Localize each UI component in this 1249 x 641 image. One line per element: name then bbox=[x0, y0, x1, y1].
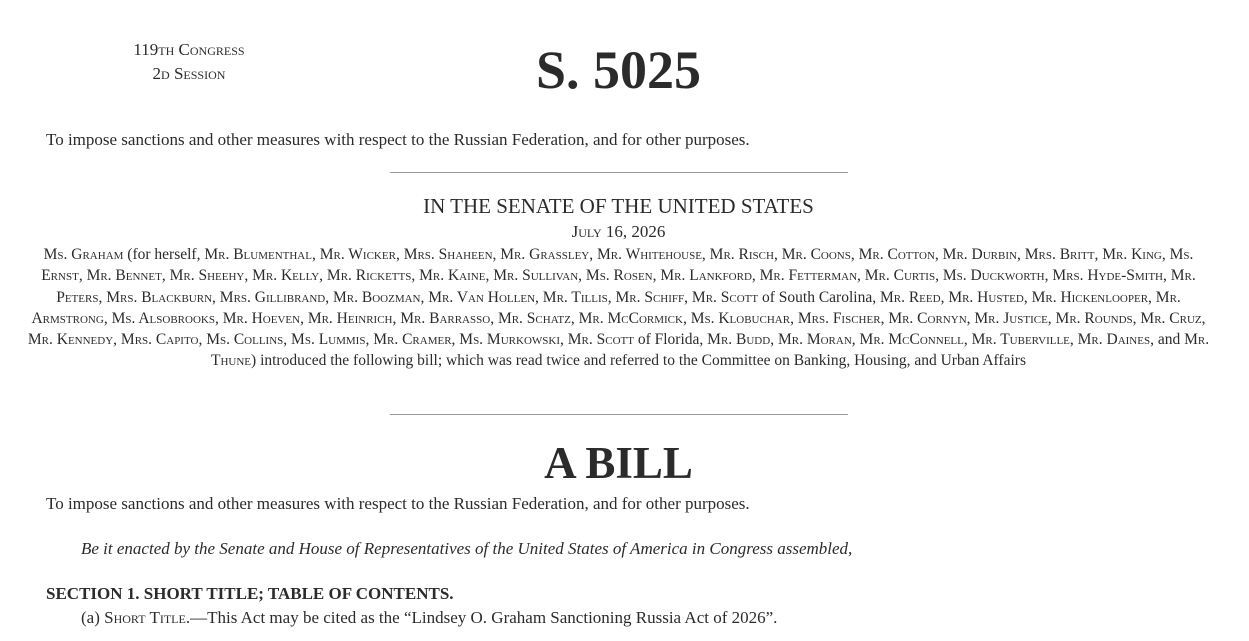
sponsor-name: Ms. Graham bbox=[43, 246, 124, 263]
sponsor-name: Mr. Armstrong bbox=[31, 288, 1181, 327]
section-heading: SECTION 1. SHORT TITLE; TABLE OF CONTENTS. bbox=[46, 584, 454, 603]
sponsor-name: Mr. Scott bbox=[691, 288, 759, 306]
sponsor-name: Mr. Cruz bbox=[1140, 309, 1202, 327]
sponsor-name: Mr. Hickenlooper bbox=[1031, 288, 1149, 306]
sponsor-separator: , bbox=[535, 288, 543, 306]
sponsor-name: Mrs. Fischer bbox=[797, 309, 881, 327]
sponsor-name: Mr. Kaine bbox=[419, 267, 486, 285]
sponsor-separator: , bbox=[411, 267, 420, 285]
sponsor-separator: , bbox=[851, 331, 860, 349]
sponsor-name: Mrs. Hyde-Smith bbox=[1052, 267, 1164, 285]
subsection-short-title bbox=[81, 607, 777, 629]
sponsor-name: Mr. Barrasso bbox=[400, 309, 491, 327]
sponsor-name: Mr. Moran bbox=[777, 331, 852, 349]
sponsor-name: Mr. Tillis bbox=[542, 288, 608, 306]
sponsor-name: Ms. Lummis bbox=[291, 331, 366, 349]
sponsor-separator: , bbox=[751, 267, 760, 285]
sponsor-separator: , bbox=[1044, 267, 1053, 285]
sponsor-name: Mr. Fetterman bbox=[759, 267, 858, 285]
sponsor-separator: , bbox=[1069, 331, 1078, 349]
sponsor-name: Ms. Klobuchar bbox=[690, 309, 791, 327]
sponsor-separator: , bbox=[560, 331, 568, 349]
sponsor-separator: , bbox=[1094, 246, 1103, 263]
sponsor-separator: , bbox=[880, 309, 889, 327]
sponsor-name: Ms. Duckworth bbox=[942, 267, 1045, 285]
bill-number: S. 5025 bbox=[535, 40, 702, 100]
sponsor-name: Mr. Blumenthal bbox=[204, 246, 312, 263]
sponsor-name: Mr. Reed bbox=[879, 288, 941, 306]
sponsor-name: Mr. Van Hollen bbox=[428, 288, 536, 306]
sponsor-name: Mrs. Capito bbox=[120, 331, 199, 349]
sponsor-separator: , bbox=[857, 267, 865, 285]
sponsor-separator: , bbox=[1163, 267, 1171, 285]
sponsor-name: Mr. Sullivan bbox=[493, 267, 579, 285]
sponsor-separator: , bbox=[652, 267, 661, 285]
subsection-label: (a) bbox=[81, 608, 105, 627]
sponsor-separator: , bbox=[365, 331, 374, 349]
sponsor-separator: , bbox=[492, 246, 501, 263]
sponsor-name: Mr. Peters bbox=[56, 267, 1196, 306]
sponsor-separator: , bbox=[570, 309, 579, 327]
sponsor-separator: , bbox=[850, 246, 859, 263]
sponsor-separator: , bbox=[98, 288, 107, 306]
sponsor-name: Mrs. Britt bbox=[1024, 246, 1095, 263]
sponsor-conjunction: , and bbox=[1150, 331, 1185, 349]
sponsor-name: Mr. King bbox=[1102, 246, 1162, 263]
sponsor-name: Mrs. Shaheen bbox=[403, 246, 493, 263]
sponsor-separator: , bbox=[198, 331, 207, 349]
sponsor-name: Mrs. Blackburn bbox=[106, 288, 213, 306]
sponsor-name: Mr. Durbin bbox=[942, 246, 1017, 263]
sponsor-state-note: of South Carolina, bbox=[758, 288, 880, 306]
sponsor-name: Ms. Rosen bbox=[585, 267, 653, 285]
sponsor-name: Mr. Budd bbox=[707, 331, 771, 349]
sponsor-name: Mr. Daines bbox=[1077, 331, 1151, 349]
introduction-date: July 16, 2026 bbox=[571, 222, 666, 241]
sponsor-separator: , bbox=[790, 309, 798, 327]
sponsor-name: Ms. Ernst bbox=[41, 246, 1194, 285]
purpose-statement-top: To impose sanctions and other measures with respect to the Russian Federation, and for other purposes. bbox=[46, 130, 750, 149]
sponsor-separator: , bbox=[607, 288, 616, 306]
divider-rule-bottom bbox=[390, 414, 848, 415]
congress-label: 119th Congress bbox=[133, 40, 245, 59]
enacting-clause: Be it enacted by the Senate and House of Representatives of the United States of America in Congress assembled, bbox=[81, 539, 853, 558]
sponsor-separator: , bbox=[244, 267, 253, 285]
sponsor-separator: , bbox=[490, 309, 498, 327]
sponsor-separator: , bbox=[319, 267, 327, 285]
sponsor-separator: , bbox=[325, 288, 333, 306]
sponsor-separator: , bbox=[395, 246, 404, 263]
sponsor-separator: , bbox=[770, 331, 778, 349]
senate-heading: IN THE SENATE OF THE UNITED STATES bbox=[423, 194, 814, 218]
subsection-caption: Short Title bbox=[104, 608, 186, 627]
sponsor-name: Mr. Grassley bbox=[500, 246, 590, 263]
sponsor-separator: , bbox=[682, 309, 691, 327]
sponsor-name: Mr. Sheehy bbox=[169, 267, 245, 285]
sponsor-separator: , bbox=[420, 288, 429, 306]
sponsor-name: Mr. Bennet bbox=[86, 267, 162, 285]
sponsor-separator: , bbox=[684, 288, 692, 306]
sponsor-separator: , bbox=[940, 288, 949, 306]
sponsor-separator: , bbox=[589, 246, 597, 263]
sponsor-name: Mr. Lankford bbox=[660, 267, 752, 285]
sponsor-name: Mrs. Gillibrand bbox=[219, 288, 326, 306]
sponsor-name: Mr. Tuberville bbox=[971, 331, 1070, 349]
sponsor-for-herself: (for herself, bbox=[123, 246, 205, 263]
sponsor-name: Mr. McCormick bbox=[578, 309, 683, 327]
sponsor-name: Mr. Kennedy bbox=[27, 331, 114, 349]
sponsor-separator: , bbox=[1132, 309, 1141, 327]
sponsor-name: Mr. Scott bbox=[567, 331, 634, 349]
sponsor-name: Mr. Justice bbox=[974, 309, 1048, 327]
sponsor-name: Mr. Coons bbox=[781, 246, 851, 263]
sponsor-separator: , bbox=[311, 246, 320, 263]
sponsor-separator: , bbox=[161, 267, 170, 285]
sponsor-name: Mr. Schiff bbox=[615, 288, 685, 306]
sponsor-separator: , bbox=[113, 331, 121, 349]
sponsor-separator: , bbox=[934, 246, 943, 263]
sponsor-name: Ms. Collins bbox=[206, 331, 284, 349]
sponsor-name: Mr. Rounds bbox=[1055, 309, 1133, 327]
sponsor-separator: , bbox=[214, 309, 223, 327]
sponsor-name: Ms. Alsobrooks bbox=[111, 309, 215, 327]
sponsor-name: Mr. Wicker bbox=[319, 246, 396, 263]
sponsor-name: Mr. Husted bbox=[948, 288, 1024, 306]
purpose-statement-bottom: To impose sanctions and other measures with respect to the Russian Federation, and for other purposes. bbox=[46, 494, 750, 513]
sponsor-separator: , bbox=[78, 267, 87, 285]
sponsor-name: Mr. Risch bbox=[709, 246, 774, 263]
sponsor-name: Mr. McConnell bbox=[859, 331, 964, 349]
sponsor-separator: , bbox=[1016, 246, 1025, 263]
sponsor-separator: , bbox=[300, 309, 308, 327]
sponsor-separator: , bbox=[212, 288, 220, 306]
sponsor-name: Mr. Ricketts bbox=[326, 267, 412, 285]
sponsor-name: Mr. Cramer bbox=[373, 331, 452, 349]
sponsors-paragraph bbox=[22, 244, 1215, 372]
sponsor-separator: , bbox=[451, 331, 460, 349]
session-label: 2d Session bbox=[152, 64, 226, 83]
sponsor-name: Mr. Hoeven bbox=[222, 309, 301, 327]
divider-rule-top bbox=[390, 172, 848, 173]
sponsor-separator: , bbox=[1201, 309, 1206, 327]
sponsor-separator: , bbox=[1047, 309, 1056, 327]
sponsor-separator: , bbox=[701, 246, 710, 263]
sponsor-separator: , bbox=[485, 267, 494, 285]
sponsor-name: Mr. Boozman bbox=[333, 288, 421, 306]
sponsor-name: Ms. Murkowski bbox=[459, 331, 560, 349]
bill-title: A BILL bbox=[544, 438, 693, 488]
sponsor-state-note: of Florida, bbox=[633, 331, 708, 349]
sponsor-separator: , bbox=[773, 246, 782, 263]
sponsor-separator: , bbox=[392, 309, 401, 327]
sponsor-separator: , bbox=[1161, 246, 1170, 263]
sponsor-separator: , bbox=[966, 309, 975, 327]
sponsor-name: Mr. Curtis bbox=[864, 267, 936, 285]
sponsor-name: Mr. Cornyn bbox=[888, 309, 967, 327]
sponsor-name: Mr. Whitehouse bbox=[596, 246, 702, 263]
subsection-text: .—This Act may be cited as the “Lindsey O. Graham Sanctioning Russia Act of 2026”. bbox=[185, 608, 778, 627]
sponsor-name: Mr. Kelly bbox=[252, 267, 320, 285]
sponsor-name: Mr. Thune bbox=[211, 331, 1210, 370]
sponsor-separator: , bbox=[935, 267, 943, 285]
sponsor-separator: , bbox=[103, 309, 112, 327]
sponsor-name: Mr. Cotton bbox=[858, 246, 935, 263]
sponsor-referral: ) introduced the following bill; which was read twice and referred to the Committee on Banking, Housing, and Urban Affairs bbox=[251, 352, 1026, 370]
sponsor-separator: , bbox=[1148, 288, 1156, 306]
sponsor-name: Mr. Schatz bbox=[497, 309, 571, 327]
sponsor-separator: , bbox=[963, 331, 972, 349]
sponsor-separator: , bbox=[1023, 288, 1032, 306]
sponsor-name: Mr. Heinrich bbox=[307, 309, 393, 327]
sponsor-separator: , bbox=[578, 267, 586, 285]
sponsor-separator: , bbox=[283, 331, 292, 349]
